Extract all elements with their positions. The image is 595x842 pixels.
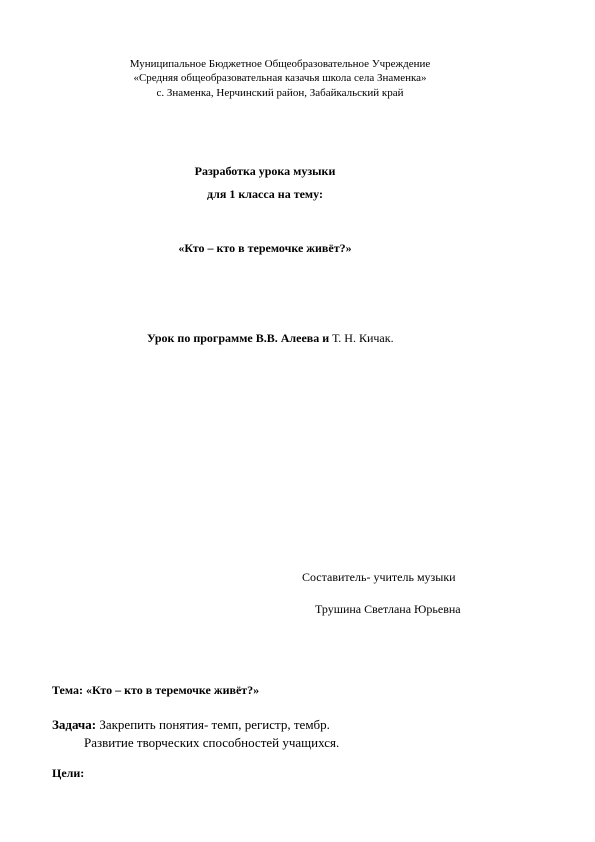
program-line [147, 332, 394, 346]
author-name: Трушина Светлана Юрьевна [315, 602, 461, 616]
goals-label: Цели: [52, 766, 85, 780]
school-full-name: «Средняя общеобразовательная казачья школа села Знаменка» [133, 72, 427, 84]
program-author: Т. Н. Кичак. [332, 331, 394, 345]
program-label: Урок по программе В.В. Алеева и [147, 331, 333, 345]
lesson-topic: «Кто – кто в теремочке живёт?» [178, 241, 352, 255]
lesson-grade: для 1 класса на тему: [207, 187, 323, 201]
theme-heading: Тема: «Кто – кто в теремочке живёт?» [52, 683, 260, 697]
school-address: с. Знаменка, Нерчинский район, Забайкальский край [156, 87, 404, 99]
author-role: Составитель- учитель музыки [302, 570, 456, 584]
lesson-title: Разработка урока музыки [194, 164, 336, 178]
task-line [52, 718, 330, 733]
school-name-line: Муниципальное Бюджетное Общеобразовательное Учреждение [129, 58, 431, 70]
task-text: Закрепить понятия- темп, регистр, тембр. [96, 717, 330, 732]
task-line-2: Развитие творческих способностей учащихся. [84, 735, 340, 750]
task-label: Задача: [52, 717, 97, 732]
